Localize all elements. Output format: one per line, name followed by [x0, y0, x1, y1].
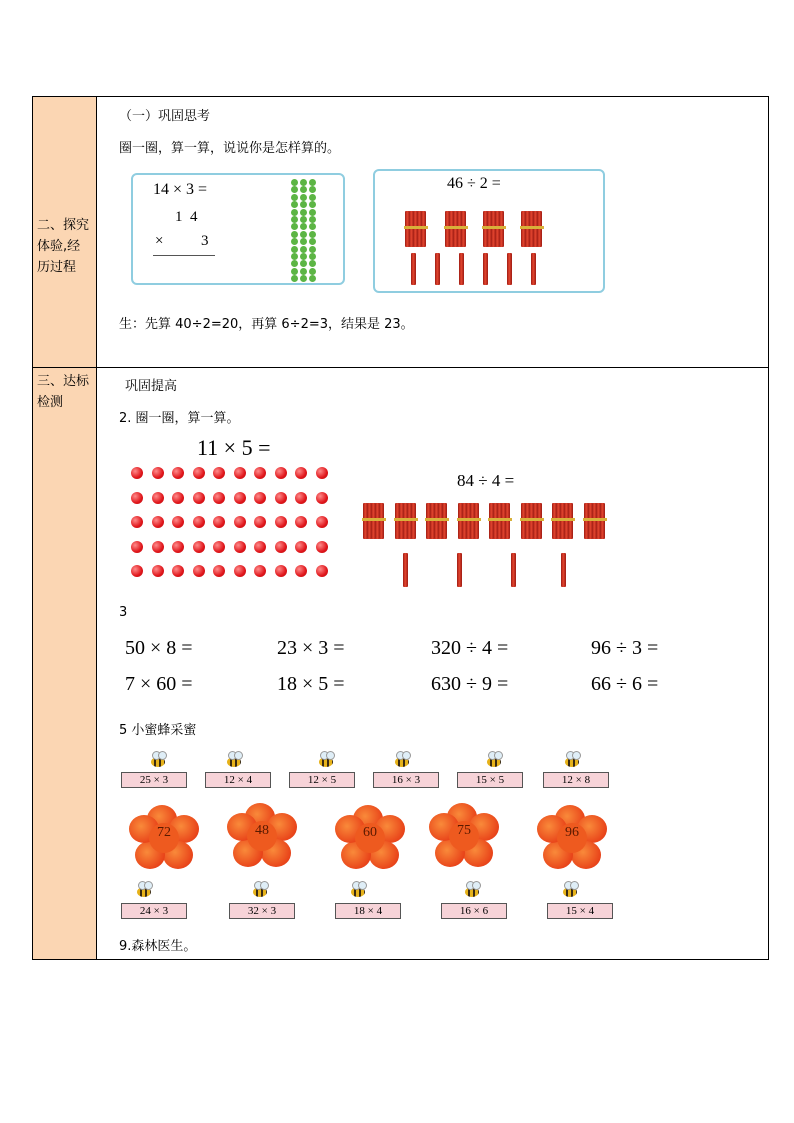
red-dot — [172, 565, 184, 577]
question-3: 3 — [119, 605, 128, 620]
red-dot — [213, 565, 225, 577]
green-dot — [300, 260, 307, 267]
bundle-band — [583, 518, 607, 521]
red-dot — [254, 492, 266, 504]
flower — [429, 803, 499, 869]
stick-bundles — [363, 501, 613, 593]
green-dot — [291, 260, 298, 267]
bee-icon — [249, 881, 271, 899]
bundle-stick — [379, 503, 384, 539]
red-dot — [234, 492, 246, 504]
bundle-band — [520, 226, 544, 229]
card2-equation: 46 ÷ 2 = — [447, 175, 501, 192]
green-dot — [300, 275, 307, 282]
green-dot — [291, 223, 298, 230]
red-dot — [172, 492, 184, 504]
single-stick — [507, 253, 512, 285]
equation-11x5: 11 × 5 = — [197, 435, 271, 460]
red-dot — [234, 541, 246, 553]
ten-bundle — [483, 209, 505, 247]
bundle-stick — [568, 503, 573, 539]
green-dot — [309, 260, 316, 267]
section2-label: 二、探究体验,经历过程 — [37, 218, 90, 275]
bee-wing — [402, 751, 411, 760]
red-dot — [295, 516, 307, 528]
bee-card: 12 × 8 — [543, 772, 609, 788]
green-dot — [309, 268, 316, 275]
flower — [129, 805, 199, 871]
green-dot — [309, 179, 316, 186]
bundle-band — [404, 226, 428, 229]
red-dot — [193, 467, 205, 479]
green-dot — [291, 246, 298, 253]
red-dot — [213, 541, 225, 553]
green-dot — [300, 179, 307, 186]
single-stick — [483, 253, 488, 285]
red-dot — [234, 467, 246, 479]
bundle-band — [488, 518, 512, 521]
bundle-stick — [421, 211, 426, 247]
bee-icon — [147, 751, 169, 769]
ten-bundle — [405, 209, 427, 247]
green-dot — [300, 209, 307, 216]
calc-item: 320 ÷ 4 = — [431, 637, 509, 659]
red-dot — [316, 467, 328, 479]
calc-item: 18 × 5 = — [277, 673, 345, 695]
red-dot — [254, 516, 266, 528]
flower-number: 60 — [363, 825, 377, 840]
bundle-stick — [600, 503, 605, 539]
green-dot — [300, 246, 307, 253]
bundle-stick — [537, 503, 542, 539]
ten-bundle — [395, 501, 417, 539]
single-stick — [531, 253, 536, 285]
red-dot — [295, 565, 307, 577]
multiplication-card — [131, 173, 345, 285]
red-dot — [152, 541, 164, 553]
red-dot — [131, 467, 143, 479]
red-dot — [152, 492, 164, 504]
green-dot — [300, 223, 307, 230]
flower-number: 96 — [565, 825, 579, 840]
bee-card: 16 × 6 — [441, 903, 507, 919]
green-dot — [291, 216, 298, 223]
red-dot — [275, 516, 287, 528]
red-dot — [213, 492, 225, 504]
red-dot — [152, 565, 164, 577]
ten-bundle — [521, 209, 543, 247]
bee-wing — [570, 881, 579, 890]
bee-wing — [144, 881, 153, 890]
green-dot — [309, 201, 316, 208]
bee-icon — [315, 751, 337, 769]
green-dot — [300, 216, 307, 223]
single-stick — [411, 253, 416, 285]
red-dot — [193, 541, 205, 553]
bee-wing — [260, 881, 269, 890]
ten-bundle — [552, 501, 574, 539]
green-dot — [291, 209, 298, 216]
bee-card: 12 × 5 — [289, 772, 355, 788]
red-dot — [152, 467, 164, 479]
bundle-stick — [442, 503, 447, 539]
single-stick — [459, 253, 464, 285]
green-dot — [300, 268, 307, 275]
green-dot — [291, 194, 298, 201]
bee-wing — [326, 751, 335, 760]
ten-bundle — [426, 501, 448, 539]
green-dot — [291, 275, 298, 282]
bee-icon — [391, 751, 413, 769]
bee-card: 24 × 3 — [121, 903, 187, 919]
ten-bundle — [445, 209, 467, 247]
red-dot — [316, 516, 328, 528]
single-stick — [435, 253, 440, 285]
bundle-band — [482, 226, 506, 229]
green-dot — [291, 201, 298, 208]
section2-answer: 生：先算 40÷2=20，再算 6÷2=3，结果是 23。 — [119, 317, 414, 332]
green-dot — [291, 186, 298, 193]
red-dot — [131, 541, 143, 553]
green-dot — [309, 209, 316, 216]
bee-card: 32 × 3 — [229, 903, 295, 919]
red-dot — [316, 492, 328, 504]
flower-number: 75 — [457, 823, 471, 838]
bee-card: 18 × 4 — [335, 903, 401, 919]
calc-item: 96 ÷ 3 = — [591, 637, 659, 659]
red-dot — [254, 467, 266, 479]
bee-card: 15 × 5 — [457, 772, 523, 788]
bundle-stick — [411, 503, 416, 539]
card1-equation: 14 × 3 = — [153, 181, 208, 198]
green-dot — [309, 253, 316, 260]
single-stick — [403, 553, 408, 587]
bee-icon — [461, 881, 483, 899]
flower — [335, 805, 405, 871]
bee-wing — [158, 751, 167, 760]
bee-card: 25 × 3 — [121, 772, 187, 788]
red-dot — [275, 492, 287, 504]
red-dot — [213, 467, 225, 479]
division-card — [373, 169, 605, 293]
red-dot — [275, 541, 287, 553]
green-dot — [309, 186, 316, 193]
bundle-band — [394, 518, 418, 521]
red-dot — [295, 467, 307, 479]
green-dot — [291, 253, 298, 260]
single-stick — [561, 553, 566, 587]
bee-icon — [559, 881, 581, 899]
section2-instruction: 圈一圈，算一算，说说你是怎样算的。 — [119, 141, 341, 156]
section2-title: （一）巩固思考 — [119, 109, 211, 124]
green-dot — [300, 201, 307, 208]
ten-bundle — [584, 501, 606, 539]
flower — [537, 805, 607, 871]
red-dot — [275, 467, 287, 479]
calc-item: 7 × 60 = — [125, 673, 193, 695]
flower — [227, 803, 297, 869]
calc-item: 50 × 8 = — [125, 637, 193, 659]
bundle-stick — [499, 211, 504, 247]
green-dot — [291, 268, 298, 275]
green-dot — [309, 246, 316, 253]
ten-bundle — [363, 501, 385, 539]
red-dot — [172, 467, 184, 479]
section3-title: 巩固提高 — [125, 379, 178, 394]
green-dot — [300, 253, 307, 260]
question-5: 5 小蜜蜂采蜜 — [119, 723, 197, 738]
section3-label: 三、达标检测 — [37, 374, 90, 410]
flower-number: 72 — [157, 825, 171, 840]
card1-top-digits: 1 4 — [175, 209, 198, 225]
bee-icon — [223, 751, 245, 769]
calc-item: 66 ÷ 6 = — [591, 673, 659, 695]
red-dot — [193, 565, 205, 577]
red-dot — [193, 516, 205, 528]
red-dot — [234, 516, 246, 528]
bundle-band — [425, 518, 449, 521]
green-dot — [309, 223, 316, 230]
red-dot — [316, 541, 328, 553]
red-dot — [275, 565, 287, 577]
green-dot — [300, 231, 307, 238]
ten-bundle — [521, 501, 543, 539]
calc-item: 630 ÷ 9 = — [431, 673, 509, 695]
green-dot — [309, 216, 316, 223]
row-divider — [33, 367, 768, 368]
red-dot — [131, 565, 143, 577]
bee-card: 15 × 4 — [547, 903, 613, 919]
bundle-band — [551, 518, 575, 521]
bundle-band — [457, 518, 481, 521]
bee-wing — [234, 751, 243, 760]
green-dot — [309, 238, 316, 245]
bee-wing — [472, 881, 481, 890]
bee-icon — [483, 751, 505, 769]
green-dot — [309, 231, 316, 238]
red-dot — [295, 541, 307, 553]
red-dot — [131, 516, 143, 528]
red-dot — [131, 492, 143, 504]
green-dot — [300, 194, 307, 201]
card2-sticks — [375, 171, 603, 291]
red-dot — [254, 565, 266, 577]
red-dot — [152, 516, 164, 528]
bee-icon — [347, 881, 369, 899]
bee-icon — [133, 881, 155, 899]
red-dot — [234, 565, 246, 577]
red-dot — [172, 541, 184, 553]
bee-wing — [358, 881, 367, 890]
green-dot — [291, 231, 298, 238]
card1-line — [153, 255, 215, 256]
red-dot — [213, 516, 225, 528]
green-dot — [309, 194, 316, 201]
calc-item: 23 × 3 = — [277, 637, 345, 659]
green-dot — [291, 179, 298, 186]
bundle-band — [444, 226, 468, 229]
bundle-stick — [537, 211, 542, 247]
red-dot — [193, 492, 205, 504]
red-dot — [316, 565, 328, 577]
green-dot — [291, 238, 298, 245]
flower-number: 48 — [255, 823, 269, 838]
green-dot — [309, 275, 316, 282]
red-dot — [254, 541, 266, 553]
bee-icon — [561, 751, 583, 769]
bundle-stick — [474, 503, 479, 539]
bundle-stick — [505, 503, 510, 539]
single-stick — [511, 553, 516, 587]
red-dot-grid — [131, 467, 341, 583]
card1-bottom: 3 — [201, 233, 209, 249]
worksheet-table — [32, 96, 769, 960]
red-dot — [172, 516, 184, 528]
bee-card: 16 × 3 — [373, 772, 439, 788]
ten-bundle — [489, 501, 511, 539]
question-9: 9.森林医生。 — [119, 939, 197, 954]
green-dot — [300, 186, 307, 193]
ten-bundle — [458, 501, 480, 539]
bundle-stick — [461, 211, 466, 247]
bee-wing — [572, 751, 581, 760]
card1-operator: × — [155, 233, 164, 249]
red-dot — [295, 492, 307, 504]
bee-card: 12 × 4 — [205, 772, 271, 788]
equation-84div4: 84 ÷ 4 = — [457, 471, 515, 490]
question-2: 2. 圈一圈，算一算。 — [119, 411, 240, 426]
bundle-band — [362, 518, 386, 521]
bundle-band — [520, 518, 544, 521]
single-stick — [457, 553, 462, 587]
green-dot — [300, 238, 307, 245]
bee-wing — [494, 751, 503, 760]
